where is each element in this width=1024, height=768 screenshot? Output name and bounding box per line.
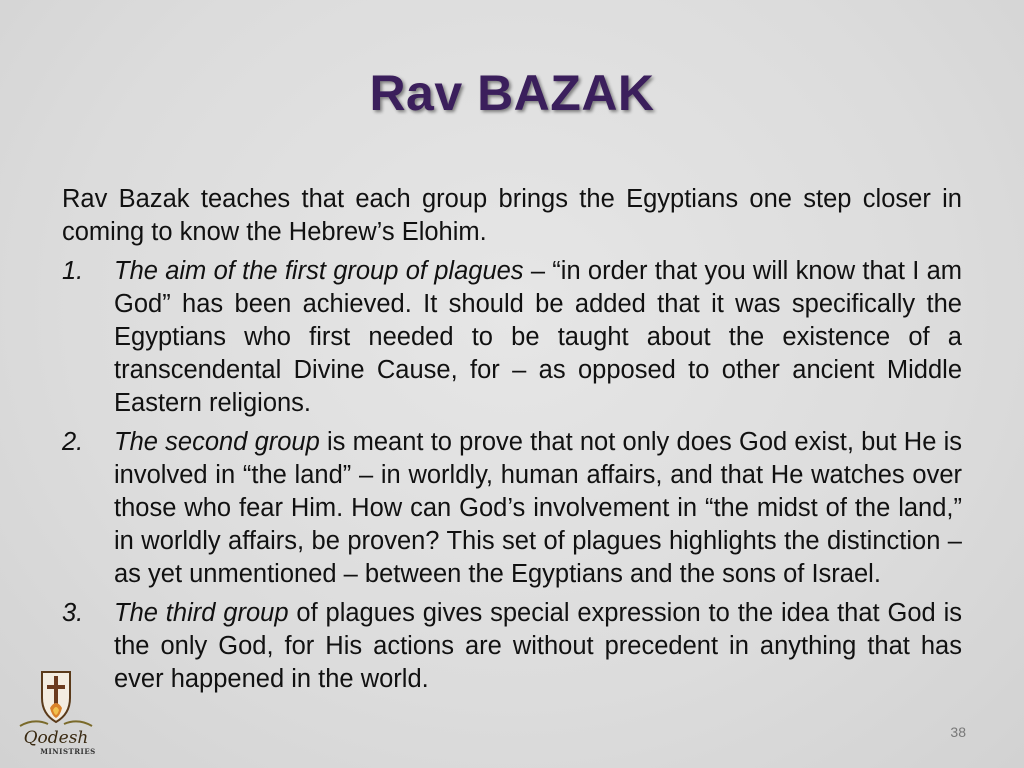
list-item-lead: The aim of the first group of plagues (114, 257, 524, 285)
logo-subtitle: MINISTRIES (40, 747, 96, 756)
list-item-number: 1. (62, 257, 84, 285)
list-item-lead: The second group (114, 428, 320, 456)
shield-cross-icon (14, 668, 98, 732)
slide-title: Rav BAZAK (369, 65, 655, 121)
list-item-text: of plagues gives special expression to the idea that God is the only God, for His actions are without precedent in anything that has ever happened in the world. (114, 599, 962, 693)
list-item-lead: The third group (114, 599, 289, 627)
list-item (62, 255, 962, 420)
list-item (62, 426, 962, 591)
intro-paragraph: Rav Bazak teaches that each group brings the Egyptians one step closer in coming to know the Hebrew’s Elohim. (62, 185, 962, 246)
list-item-text: – “in order that you will know that I am God” has been achieved. It should be added that it was specifically the Egyptians who first needed to be taught about the existence of a transcendental Divine Cause, for – as opposed to other ancient Middle Eastern religions. (114, 257, 962, 417)
list-item-text: is meant to prove that not only does God exist, but He is involved in “the land” – in worldly, human affairs, and that He watches over those who fear Him. How can God’s involvement in “the midst of the land,” in worldly affairs, be proven? This set of plagues highlights the distinction – as yet unmentioned – between the Egyptians and the sons of Israel. (114, 428, 962, 588)
slide-body (62, 183, 962, 702)
plague-groups-list (62, 255, 962, 696)
list-item-number: 2. (62, 428, 84, 456)
page-number: 38 (950, 724, 966, 740)
qodesh-logo (14, 668, 98, 760)
list-item-number: 3. (62, 599, 84, 627)
logo-name: Qodesh (23, 728, 89, 748)
list-item (62, 597, 962, 696)
